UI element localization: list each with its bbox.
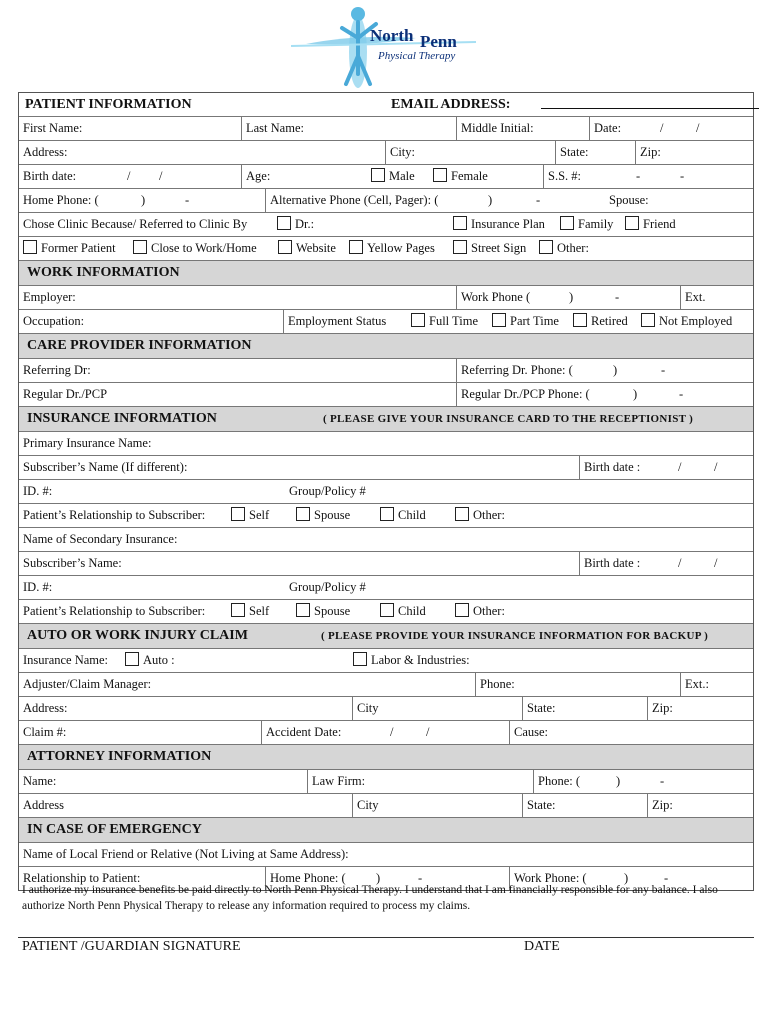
auto-state-label: State: [527,701,556,715]
city-label: City: [390,145,416,159]
email-label: EMAIL ADDRESS: [391,97,511,112]
emergency-home-dash: - [418,871,423,885]
care-section-header [19,334,753,359]
former-patient-checkbox[interactable] [23,240,37,254]
claim-row [19,721,753,745]
city-field[interactable] [385,141,555,164]
family-checkbox[interactable] [560,216,574,230]
emergency-work-paren: ) [624,871,629,885]
chose-clinic-label: Chose Clinic Because/ Referred to Clinic By [23,217,248,231]
dr-checkbox[interactable] [277,216,291,230]
child-checkbox-1[interactable] [380,507,394,521]
work-section-header [19,261,753,286]
attorney-state-label: State: [527,798,556,812]
cause-field[interactable] [509,721,753,744]
id-field-2[interactable] [19,576,285,599]
group-label-1: Group/Policy # [289,484,366,498]
referring-row [19,359,753,383]
adjuster-ext-label: Ext.: [685,677,709,691]
spouse-option-2[interactable] [296,600,350,623]
local-friend-row [19,843,753,867]
law-firm-label: Law Firm: [312,774,366,788]
source-row [19,237,753,261]
zip-label: Zip: [640,145,661,159]
insurance-info-title: INSURANCE INFORMATION [27,411,217,426]
website-label: Website [296,241,336,255]
attorney-state-field[interactable] [522,794,647,817]
relationship-row-2 [19,600,753,624]
age-field[interactable] [241,165,367,188]
auto-insurance-row [19,649,753,673]
auto-claim-title: AUTO OR WORK INJURY CLAIM [27,628,248,643]
ssn-label: S.S. #: [548,169,582,183]
work-phone-dash: - [615,290,620,304]
relationship-label-2: Patient’s Relationship to Subscriber: [23,604,206,618]
part-time-label: Part Time [510,314,559,328]
primary-insurance-row [19,432,753,456]
street-sign-label: Street Sign [471,241,527,255]
attorney-address-field[interactable] [19,794,352,817]
logo-penn: Penn [420,32,457,51]
auto-zip-label: Zip: [652,701,673,715]
yellow-pages-label: Yellow Pages [367,241,435,255]
group-field-2[interactable] [285,576,753,599]
id-label-2: ID. #: [23,580,53,594]
child-checkbox-2[interactable] [380,603,394,617]
child-option-2[interactable] [380,600,426,623]
attorney-name-label: Name: [23,774,57,788]
id-label-1: ID. #: [23,484,53,498]
logo-tagline: Physical Therapy [378,50,456,62]
phone-row [19,189,753,213]
regular-dr-field[interactable] [19,383,456,406]
state-label: State: [560,145,589,159]
attorney-phone-paren: ) [616,774,621,788]
alt-phone-label: Alternative Phone (Cell, Pager): ( [270,193,439,207]
sub2-slash-2: / [714,556,718,570]
attorney-phone-label: Phone: ( [538,774,581,788]
full-time-label: Full Time [429,314,478,328]
law-firm-field[interactable] [307,770,533,793]
auto-option[interactable] [125,649,175,672]
age-label: Age: [246,169,271,183]
id-field-1[interactable] [19,480,285,503]
care-info-title: CARE PROVIDER INFORMATION [27,338,252,353]
other-source-label: Other: [557,241,589,255]
other-source-option[interactable] [539,237,589,260]
date-label: Date: [594,121,622,135]
adjuster-ext-field[interactable] [680,673,753,696]
family-option[interactable] [560,213,613,236]
last-name-label: Last Name: [246,121,304,135]
yellow-pages-option[interactable] [349,237,435,260]
other-checkbox-1[interactable] [455,507,469,521]
work-ext-field[interactable] [680,286,753,309]
date-field[interactable] [589,117,753,140]
spouse-checkbox-1[interactable] [296,507,310,521]
patient-header-row [19,93,753,117]
employer-row [19,286,753,310]
not-employed-option[interactable] [641,310,732,333]
former-patient-option[interactable] [23,237,116,260]
yellow-pages-checkbox[interactable] [349,240,363,254]
alt-phone-dash: - [536,193,541,207]
close-to-label: Close to Work/Home [151,241,257,255]
other-option-2[interactable] [455,600,505,623]
female-checkbox[interactable] [433,168,447,182]
occupation-field[interactable] [19,310,283,333]
accident-slash-1: / [390,725,394,739]
insurance-plan-option[interactable] [453,213,545,236]
id-row-1 [19,480,753,504]
north-penn-logo [286,4,486,90]
signature-date-label: DATE [524,939,560,954]
not-employed-checkbox[interactable] [641,313,655,327]
regular-phone-paren: ) [633,387,638,401]
spouse-checkbox-2[interactable] [296,603,310,617]
attorney-address-label: Address [23,798,64,812]
date-slash-2: / [696,121,700,135]
other-label-1: Other: [473,508,505,522]
male-checkbox[interactable] [371,168,385,182]
work-info-title: WORK INFORMATION [27,265,180,280]
referring-phone-field[interactable] [456,359,753,382]
subscriber-birth-label-1: Birth date : [584,460,641,474]
street-sign-checkbox[interactable] [453,240,467,254]
ssn-dash-1: - [636,169,641,183]
attorney-phone-dash: - [660,774,665,788]
employer-field[interactable] [19,286,456,309]
patient-info-title: PATIENT INFORMATION [25,97,192,112]
emergency-work-dash: - [664,871,669,885]
attorney-section-header [19,745,753,770]
former-patient-label: Former Patient [41,241,116,255]
signature-line[interactable] [18,937,754,938]
full-time-checkbox[interactable] [411,313,425,327]
other-option-1[interactable] [455,504,505,527]
attorney-name-field[interactable] [19,770,307,793]
other-checkbox-2[interactable] [455,603,469,617]
spouse-option-1[interactable] [296,504,350,527]
regular-phone-field[interactable] [456,383,753,406]
patient-signature-label: PATIENT /GUARDIAN SIGNATURE [22,939,241,954]
part-time-checkbox[interactable] [492,313,506,327]
spouse-label-1: Spouse [314,508,351,522]
occupation-label: Occupation: [23,314,85,328]
intake-form [18,92,754,891]
labor-label: Labor & Industries: [371,653,470,667]
regular-phone-dash: - [679,387,684,401]
birth-slash-2: / [159,169,163,183]
auto-address-label: Address: [23,701,68,715]
last-name-field[interactable] [241,117,456,140]
male-option[interactable] [371,165,415,188]
emergency-home-paren: ) [376,871,381,885]
not-employed-label: Not Employed [659,314,733,328]
auto-zip-field[interactable] [647,697,753,720]
street-sign-option[interactable] [453,237,526,260]
birth-date-label: Birth date: [23,169,77,183]
first-name-label: First Name: [23,121,83,135]
referring-phone-label: Referring Dr. Phone: ( [461,363,573,377]
subscriber-if-label: Subscriber’s Name (If different): [23,460,188,474]
group-label-2: Group/Policy # [289,580,366,594]
subscriber-name-field-1[interactable] [19,456,579,479]
birth-date-field[interactable] [19,165,241,188]
attorney-name-row [19,770,753,794]
emergency-relationship-label: Relationship to Patient: [23,871,141,885]
home-phone-label: Home Phone: ( [23,193,99,207]
auto-insurance-name-label: Insurance Name: [23,653,109,667]
insurance-section-header [19,407,753,432]
referring-dr-label: Referring Dr: [23,363,91,377]
regular-dr-label: Regular Dr./PCP [23,387,108,401]
cause-label: Cause: [514,725,549,739]
alt-phone-field[interactable] [265,189,601,212]
close-to-option[interactable] [133,237,257,260]
address-row [19,141,753,165]
primary-insurance-label: Primary Insurance Name: [23,436,152,450]
insurance-plan-label: Insurance Plan [471,217,545,231]
spouse-field[interactable] [605,189,753,212]
other-label-2: Other: [473,604,505,618]
home-phone-dash: - [185,193,190,207]
other-source-checkbox[interactable] [539,240,553,254]
auto-city-label: City [357,701,379,715]
attorney-phone-field[interactable] [533,770,753,793]
accident-date-field[interactable] [261,721,509,744]
attorney-zip-label: Zip: [652,798,673,812]
emergency-section-header [19,818,753,843]
first-name-field[interactable] [19,117,241,140]
full-time-option[interactable] [411,310,478,333]
authorization-text: I authorize my insurance benefits be paid directly to North Penn Physical Therapy. I understand that I am financially responsible for any balance. I also authorize North Penn Physical Therapy to release any information required to process my claims. [22,884,718,912]
zip-field[interactable] [635,141,753,164]
work-phone-label: Work Phone ( [461,290,531,304]
logo-north: North [370,26,414,45]
claim-field[interactable] [19,721,261,744]
labor-option[interactable] [353,649,470,672]
self-checkbox-2[interactable] [231,603,245,617]
date-slash-1: / [660,121,664,135]
self-option-1[interactable] [231,504,269,527]
retired-label: Retired [591,314,628,328]
birth-slash-1: / [127,169,131,183]
close-to-checkbox[interactable] [133,240,147,254]
retired-checkbox[interactable] [573,313,587,327]
emergency-work-phone-label: Work Phone: ( [514,871,587,885]
insurance-note: ( PLEASE GIVE YOUR INSURANCE CARD TO THE RECEPTIONIST ) [323,413,694,425]
adjuster-label: Adjuster/Claim Manager: [23,677,152,691]
referring-phone-dash: - [661,363,666,377]
secondary-insurance-label: Name of Secondary Insurance: [23,532,178,546]
adjuster-phone-field[interactable] [475,673,680,696]
attorney-zip-field[interactable] [647,794,753,817]
referral-row [19,213,753,237]
adjuster-row [19,673,753,697]
auto-checkbox[interactable] [125,652,139,666]
friend-label: Friend [643,217,676,231]
relationship-label-1: Patient’s Relationship to Subscriber: [23,508,206,522]
self-label-2: Self [249,604,270,618]
emergency-home-phone-label: Home Phone: ( [270,871,346,885]
attorney-city-label: City [357,798,379,812]
employment-status-label: Employment Status [288,314,387,328]
middle-initial-field[interactable] [456,117,589,140]
sub1-slash-1: / [678,460,682,474]
home-phone-field[interactable] [19,189,265,212]
address-field[interactable] [19,141,385,164]
work-phone-paren: ) [569,290,574,304]
auto-address-row [19,697,753,721]
secondary-insurance-field[interactable] [19,528,753,551]
claim-label: Claim #: [23,725,67,739]
self-checkbox-1[interactable] [231,507,245,521]
auto-state-field[interactable] [522,697,647,720]
referring-phone-paren: ) [613,363,618,377]
insurance-plan-checkbox[interactable] [453,216,467,230]
friend-checkbox[interactable] [625,216,639,230]
home-phone-paren: ) [141,193,146,207]
email-input-line[interactable] [541,108,759,109]
regular-phone-label: Regular Dr./PCP Phone: ( [461,387,590,401]
child-option-1[interactable] [380,504,426,527]
name-row [19,117,753,141]
child-label-2: Child [398,604,426,618]
adjuster-phone-label: Phone: [480,677,515,691]
family-label: Family [578,217,614,231]
id-row-2 [19,576,753,600]
spouse-label: Spouse: [609,193,649,207]
middle-initial-label: Middle Initial: [461,121,534,135]
attorney-city-field[interactable] [352,794,522,817]
address-label: Address: [23,145,68,159]
local-friend-label: Name of Local Friend or Relative (Not Living at Same Address): [23,847,349,861]
state-field[interactable] [555,141,635,164]
self-option-2[interactable] [231,600,269,623]
spouse-label-2: Spouse [314,604,351,618]
emergency-title: IN CASE OF EMERGENCY [27,822,202,837]
accident-date-label: Accident Date: [266,725,342,739]
group-field-1[interactable] [285,480,753,503]
subscriber-birth-field-2[interactable] [579,552,753,575]
website-option[interactable] [278,237,336,260]
accident-slash-2: / [426,725,430,739]
work-phone-field[interactable] [456,286,680,309]
ssn-field[interactable] [543,165,753,188]
birth-row [19,165,753,189]
auto-label: Auto : [143,653,175,667]
referring-dr-field[interactable] [19,359,456,382]
subscriber-row-2 [19,552,753,576]
subscriber-name-field-2[interactable] [19,552,579,575]
local-friend-field[interactable] [19,843,753,866]
friend-option[interactable] [625,213,676,236]
occupation-row [19,310,753,334]
primary-insurance-field[interactable] [19,432,753,455]
dr-label: Dr.: [295,217,315,231]
employer-label: Employer: [23,290,76,304]
auto-city-field[interactable] [352,697,522,720]
part-time-option[interactable] [492,310,559,333]
female-label: Female [451,169,488,183]
female-option[interactable] [433,165,488,188]
relationship-row-1 [19,504,753,528]
retired-option[interactable] [573,310,628,333]
self-label-1: Self [249,508,270,522]
subscriber-birth-label-2: Birth date : [584,556,641,570]
subscriber-birth-field-1[interactable] [579,456,753,479]
work-ext-label: Ext. [685,290,706,304]
labor-checkbox[interactable] [353,652,367,666]
adjuster-field[interactable] [19,673,475,696]
child-label-1: Child [398,508,426,522]
ssn-dash-2: - [680,169,685,183]
attorney-info-title: ATTORNEY INFORMATION [27,749,212,764]
auto-section-header [19,624,753,649]
website-checkbox[interactable] [278,240,292,254]
sub1-slash-2: / [714,460,718,474]
regular-dr-row [19,383,753,407]
male-label: Male [389,169,415,183]
auto-note: ( PLEASE PROVIDE YOUR INSURANCE INFORMATION FOR BACKUP ) [321,630,709,642]
secondary-insurance-row [19,528,753,552]
alt-phone-paren: ) [488,193,493,207]
subscriber-label-2: Subscriber’s Name: [23,556,122,570]
dr-option[interactable] [277,213,314,236]
subscriber-row-1 [19,456,753,480]
auto-address-field[interactable] [19,697,352,720]
sub2-slash-1: / [678,556,682,570]
attorney-address-row [19,794,753,818]
